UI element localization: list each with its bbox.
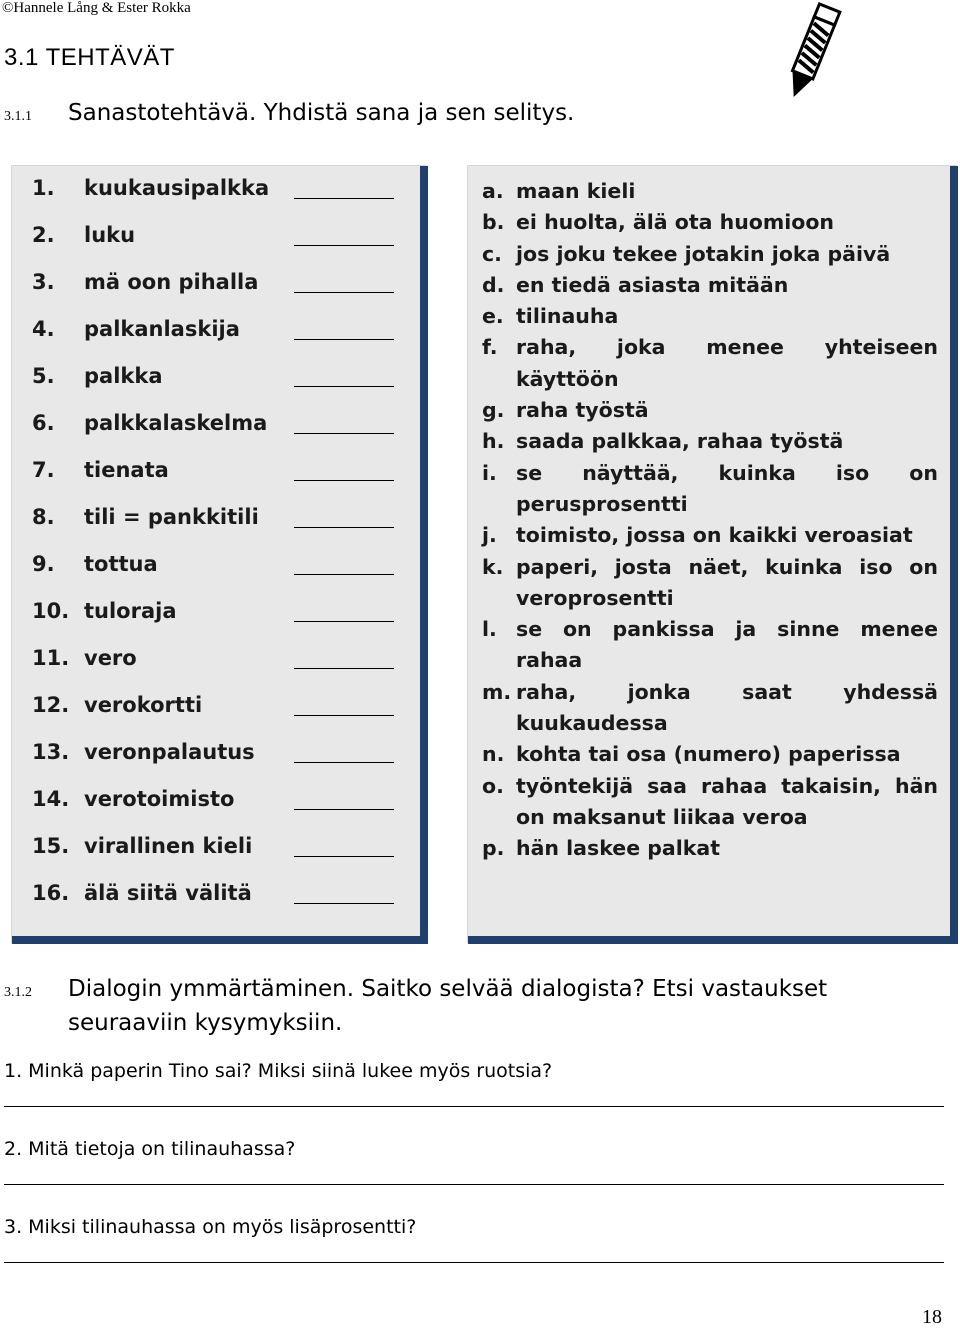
- word-number: 5.: [32, 364, 55, 388]
- word-text: vero: [84, 646, 137, 670]
- definition-item: [482, 176, 938, 207]
- word-number: 1.: [32, 176, 55, 200]
- word-item: [32, 646, 402, 693]
- definition-item: [482, 426, 938, 457]
- answer-blank[interactable]: [294, 198, 394, 199]
- word-text: palkanlaskija: [84, 317, 240, 341]
- exercise-2-title-line2: seuraaviin kysymyksiin.: [68, 1010, 343, 1036]
- word-text: verokortti: [84, 693, 203, 717]
- word-text: tuloraja: [84, 599, 177, 623]
- answer-line[interactable]: [4, 1106, 944, 1107]
- word-number: 11.: [32, 646, 70, 670]
- word-item: [32, 552, 402, 599]
- definition-text: toimisto, jossa on kaikki veroasiat: [516, 523, 913, 548]
- definition-letter: k.: [482, 554, 504, 579]
- answer-blank[interactable]: [294, 433, 394, 434]
- definition-item: [482, 239, 938, 270]
- word-text: palkkalaskelma: [84, 411, 268, 435]
- definition-letter: i.: [482, 460, 497, 485]
- word-item: [32, 364, 402, 411]
- definition-letter: j.: [482, 523, 497, 548]
- definition-text: se on pankissa ja sinne menee rahaa: [516, 617, 938, 673]
- definition-letter: c.: [482, 241, 502, 266]
- answer-blank[interactable]: [294, 668, 394, 669]
- answer-blank[interactable]: [294, 856, 394, 857]
- answer-blank[interactable]: [294, 527, 394, 528]
- question-text: 1. Minkä paperin Tino sai? Miksi siinä lukee myös ruotsia?: [4, 1060, 553, 1082]
- exercise-1-title: Sanastotehtävä. Yhdistä sana ja sen selitys.: [68, 100, 575, 126]
- definition-item: [482, 270, 938, 301]
- word-item: [32, 740, 402, 787]
- word-text: mä oon pihalla: [84, 270, 259, 294]
- section-title: 3.1 TEHTÄVÄT: [4, 44, 175, 71]
- answer-blank[interactable]: [294, 339, 394, 340]
- definition-item: [482, 771, 938, 834]
- definition-text: kohta tai osa (numero) paperissa: [516, 742, 901, 767]
- word-item: [32, 505, 402, 552]
- word-number: 16.: [32, 881, 70, 905]
- definition-text: raha työstä: [516, 398, 649, 423]
- word-number: 8.: [32, 505, 55, 529]
- definition-item: [482, 207, 938, 238]
- answer-blank[interactable]: [294, 715, 394, 716]
- question-text: 2. Mitä tietoja on tilinauhassa?: [4, 1138, 296, 1160]
- word-number: 2.: [32, 223, 55, 247]
- word-number: 14.: [32, 787, 70, 811]
- word-number: 12.: [32, 693, 70, 717]
- definition-letter: e.: [482, 304, 504, 329]
- answer-blank[interactable]: [294, 621, 394, 622]
- word-number: 9.: [32, 552, 55, 576]
- exercise-1-number: 3.1.1: [4, 109, 32, 124]
- word-item: [32, 881, 402, 928]
- word-item: [32, 317, 402, 364]
- answer-blank[interactable]: [294, 386, 394, 387]
- word-text: virallinen kieli: [84, 834, 253, 858]
- definition-letter: f.: [482, 335, 498, 360]
- definition-item: [482, 552, 938, 615]
- word-item: [32, 458, 402, 505]
- definition-item: [482, 301, 938, 332]
- word-text: tienata: [84, 458, 169, 482]
- answer-blank[interactable]: [294, 245, 394, 246]
- answer-blank[interactable]: [294, 480, 394, 481]
- word-text: veronpalautus: [84, 740, 255, 764]
- word-item: [32, 176, 402, 223]
- definition-item: [482, 614, 938, 677]
- word-number: 7.: [32, 458, 55, 482]
- pencil-icon: [778, 0, 842, 108]
- word-text: palkka: [84, 364, 163, 388]
- definition-letter: b.: [482, 210, 505, 235]
- word-item: [32, 599, 402, 646]
- exercise-2-number: 3.1.2: [4, 985, 32, 1000]
- definition-letter: o.: [482, 773, 504, 798]
- definition-item: [482, 739, 938, 770]
- definition-letter: l.: [482, 617, 497, 642]
- word-item: [32, 411, 402, 458]
- question-text: 3. Miksi tilinauhassa on myös lisäprosentti?: [4, 1216, 417, 1238]
- exercise-2-title-line1: Dialogin ymmärtäminen. Saitko selvää dialogista? Etsi vastaukset: [68, 976, 828, 1002]
- word-item: [32, 223, 402, 270]
- definition-item: [482, 332, 938, 395]
- definition-text: en tiedä asiasta mitään: [516, 272, 789, 297]
- word-text: tottua: [84, 552, 158, 576]
- definition-text: hän laskee palkat: [516, 836, 721, 861]
- definition-letter: p.: [482, 836, 505, 861]
- word-list: [32, 176, 402, 928]
- definition-text: jos joku tekee jotakin joka päivä: [516, 241, 891, 266]
- word-item: [32, 270, 402, 317]
- definition-text: se näyttää, kuinka iso on perusprosentti: [516, 460, 938, 516]
- definition-item: [482, 458, 938, 521]
- question-item: [4, 1058, 948, 1136]
- word-text: tili = pankkitili: [84, 505, 259, 529]
- word-item: [32, 787, 402, 834]
- answer-blank[interactable]: [294, 292, 394, 293]
- answer-blank[interactable]: [294, 903, 394, 904]
- definition-item: [482, 833, 938, 864]
- definition-text: maan kieli: [516, 179, 636, 203]
- definition-text: raha, joka menee yhteiseen käyttöön: [516, 335, 938, 391]
- answer-blank[interactable]: [294, 809, 394, 810]
- definition-letter: n.: [482, 742, 505, 767]
- definition-text: työntekijä saa rahaa takaisin, hän on maksanut liikaa veroa: [516, 773, 938, 829]
- definition-list: [482, 176, 938, 865]
- word-number: 13.: [32, 740, 70, 764]
- exercise-2-heading: [4, 974, 827, 1039]
- word-number: 6.: [32, 411, 55, 435]
- copyright-notice: ©Hannele Lång & Ester Rokka: [2, 0, 191, 16]
- definition-text: paperi, josta näet, kuinka iso on veroprosentti: [516, 554, 938, 610]
- word-number: 15.: [32, 834, 70, 858]
- definition-text: ei huolta, älä ota huomioon: [516, 210, 835, 235]
- word-text: kuukausipalkka: [84, 176, 270, 200]
- definition-letter: d.: [482, 272, 505, 297]
- answer-blank[interactable]: [294, 574, 394, 575]
- definition-item: [482, 520, 938, 551]
- word-number: 10.: [32, 599, 70, 623]
- word-text: luku: [84, 223, 136, 247]
- definition-text: tilinauha: [516, 304, 619, 329]
- word-number: 3.: [32, 270, 55, 294]
- definition-text: raha, jonka saat yhdessä kuukaudessa: [516, 679, 938, 736]
- definition-item: [482, 395, 938, 426]
- exercise-1-heading: [4, 100, 574, 126]
- definition-letter: h.: [482, 429, 505, 454]
- word-item: [32, 693, 402, 740]
- word-text: verotoimisto: [84, 787, 235, 811]
- answer-line[interactable]: [4, 1262, 944, 1263]
- definition-letter: m.: [482, 679, 512, 704]
- question-item: [4, 1214, 948, 1292]
- word-text: älä siitä välitä: [84, 881, 252, 905]
- definition-letter: a.: [482, 179, 504, 203]
- question-item: [4, 1136, 948, 1214]
- answer-line[interactable]: [4, 1184, 944, 1185]
- question-list: [4, 1058, 948, 1292]
- answer-blank[interactable]: [294, 762, 394, 763]
- definition-text: saada palkkaa, rahaa työstä: [516, 429, 844, 454]
- page-number: 18: [922, 1306, 942, 1328]
- word-item: [32, 834, 402, 881]
- definition-letter: g.: [482, 398, 505, 423]
- word-number: 4.: [32, 317, 55, 341]
- definition-item: [482, 677, 938, 740]
